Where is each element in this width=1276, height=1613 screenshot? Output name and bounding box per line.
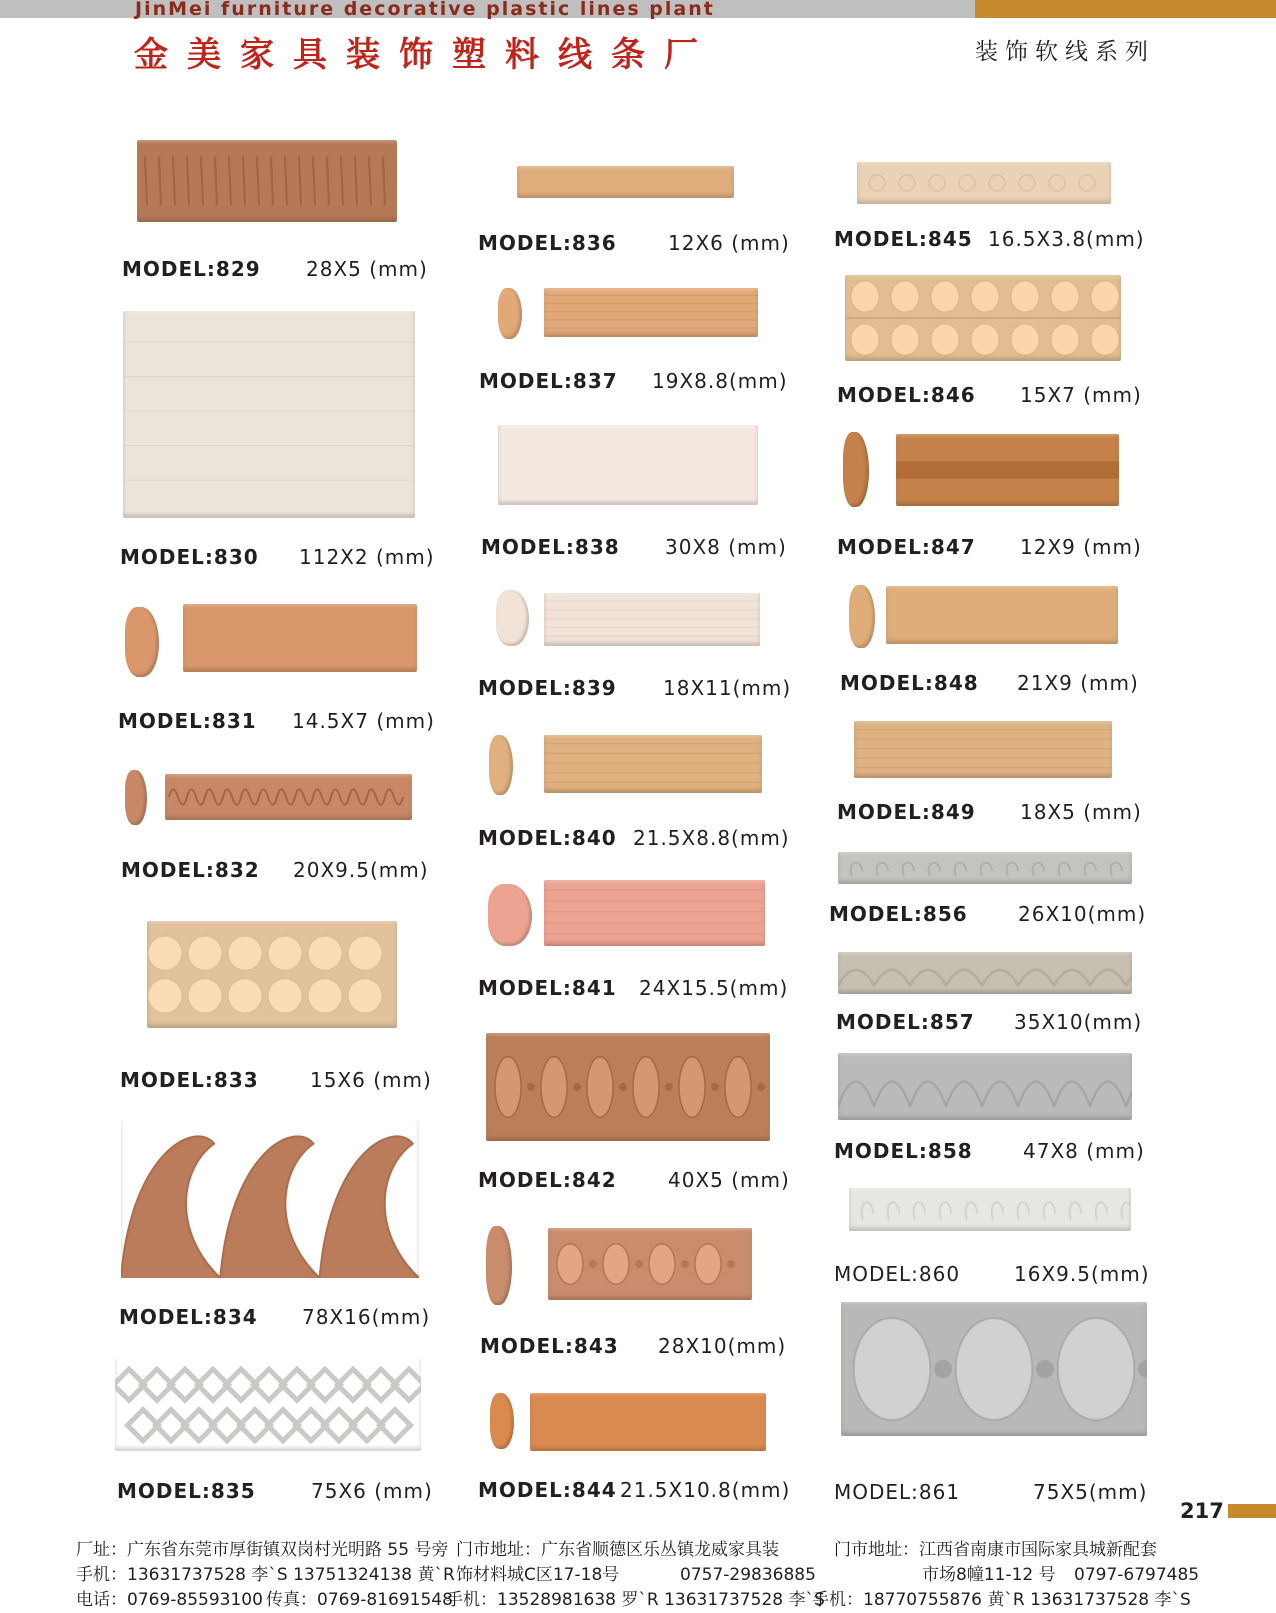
product-photo-835 [115, 1359, 421, 1451]
relief-pattern [838, 1053, 1132, 1120]
store-address-nankang-cont: 市场8幢11-12 号 [922, 1565, 1056, 1585]
product-label-847 [837, 535, 1147, 561]
model-size: 20X9.5(mm) [293, 858, 429, 882]
product-label-849 [837, 800, 1147, 826]
header-gold-bar [975, 0, 1276, 18]
product-photo-856 [838, 852, 1132, 884]
model-size: 24X15.5(mm) [639, 976, 789, 1000]
product-label-840 [478, 826, 808, 852]
product-photo-848 [886, 586, 1118, 644]
product-photo-836 [517, 166, 734, 198]
store-address-nankang: 门市地址：江西省南康市国际家具城新配套 [834, 1540, 1157, 1560]
product-photo-831 [183, 604, 417, 672]
model-number: MODEL:847 [837, 535, 976, 559]
footer-line-contacts [76, 1588, 1276, 1613]
relief-pattern [857, 162, 1111, 204]
product-label-841 [478, 976, 808, 1002]
product-photo-829 [137, 140, 397, 222]
model-number: MODEL:842 [478, 1168, 617, 1192]
relief-pattern [841, 1302, 1147, 1436]
product-photo-861 [841, 1302, 1147, 1436]
model-size: 19X8.8(mm) [652, 369, 788, 393]
relief-pattern [486, 1033, 770, 1141]
product-photo-844 [530, 1393, 766, 1451]
product-photo-839 [544, 593, 760, 646]
model-size: 15X6 (mm) [310, 1068, 432, 1092]
series-title: 装饰软线系列 [975, 39, 1155, 65]
product-photo-846 [845, 275, 1121, 361]
model-size: 28X10(mm) [658, 1334, 787, 1358]
product-photo-842 [486, 1033, 770, 1141]
model-number: MODEL:835 [117, 1479, 256, 1503]
relief-pattern [121, 1120, 419, 1278]
product-label-861 [834, 1480, 1154, 1506]
relief-pattern [123, 311, 415, 518]
factory-fax: 传真：0769-81691548 [266, 1590, 453, 1610]
model-number: MODEL:829 [122, 257, 261, 281]
model-size: 30X8 (mm) [665, 535, 787, 559]
relief-pattern [115, 1359, 421, 1451]
model-number: MODEL:843 [480, 1334, 619, 1358]
model-size: 12X6 (mm) [668, 231, 790, 255]
store-address-shunde-cont: 饰材料城C区17-18号 [456, 1565, 620, 1585]
product-label-860 [834, 1262, 1164, 1288]
product-label-839 [478, 676, 792, 702]
model-number: MODEL:858 [834, 1139, 973, 1163]
model-number: MODEL:838 [481, 535, 620, 559]
product-photo-840 [544, 735, 762, 793]
product-label-856 [829, 902, 1159, 928]
product-label-835 [117, 1479, 433, 1505]
model-size: 112X2 (mm) [299, 545, 435, 569]
model-number: MODEL:841 [478, 976, 617, 1000]
model-size: 21X9 (mm) [1017, 671, 1139, 695]
product-label-837 [479, 369, 789, 395]
store-address-shunde: 门市地址：广东省顺德区乐丛镇龙威家具装 [456, 1540, 779, 1560]
shunde-mobiles: 手机：13528981638 罗`R 13631737528 李`S [446, 1590, 825, 1610]
product-label-830 [120, 545, 435, 571]
relief-pattern [849, 1188, 1131, 1231]
profile-section-839 [496, 590, 529, 646]
product-label-838 [481, 535, 791, 561]
product-label-829 [122, 257, 428, 283]
profile-section-837 [498, 288, 522, 339]
relief-pattern [854, 721, 1112, 778]
model-size: 75X6 (mm) [311, 1479, 433, 1503]
chinese-company-title: 金美家具装饰塑料线条厂 [134, 35, 717, 75]
relief-pattern [896, 434, 1119, 506]
product-label-846 [837, 383, 1147, 409]
model-number: MODEL:830 [120, 545, 259, 569]
factory-telephone: 电话：0769-85593100 [76, 1590, 263, 1610]
model-size: 75X5(mm) [1033, 1480, 1148, 1504]
relief-pattern [845, 275, 1121, 361]
model-number: MODEL:839 [478, 676, 617, 700]
model-size: 15X7 (mm) [1020, 383, 1142, 407]
footer-line-phones [76, 1563, 1276, 1588]
model-size: 21.5X10.8(mm) [620, 1478, 791, 1502]
model-size: 35X10(mm) [1014, 1010, 1143, 1034]
model-size: 21.5X8.8(mm) [633, 826, 790, 850]
product-label-831 [118, 709, 435, 735]
profile-section-843 [486, 1226, 512, 1305]
product-photo-843 [548, 1228, 752, 1300]
model-size: 40X5 (mm) [668, 1168, 790, 1192]
model-number: MODEL:832 [121, 858, 260, 882]
product-label-858 [834, 1139, 1154, 1165]
model-size: 16X9.5(mm) [1014, 1262, 1150, 1286]
relief-pattern [544, 735, 762, 793]
model-number: MODEL:848 [840, 671, 979, 695]
relief-pattern [165, 774, 412, 820]
factory-mobiles: 手机：13631737528 李`S 13751324138 黄`R [76, 1565, 455, 1585]
product-photo-860 [849, 1188, 1131, 1231]
product-photo-857 [838, 952, 1132, 994]
store-phone-shunde: 0757-29836885 [680, 1565, 816, 1585]
product-photo-833 [147, 921, 397, 1028]
model-size: 78X16(mm) [302, 1305, 431, 1329]
factory-address: 厂址：广东省东莞市厚街镇双岗村光明路 55 号旁 [76, 1540, 449, 1560]
product-label-843 [480, 1334, 800, 1360]
product-label-842 [478, 1168, 788, 1194]
profile-section-831 [125, 607, 159, 677]
product-photo-834 [121, 1120, 419, 1278]
profile-section-848 [849, 585, 875, 648]
product-photo-837 [544, 288, 758, 337]
product-photo-845 [857, 162, 1111, 204]
page-number: 217 [1180, 1499, 1224, 1523]
footer-contact-info [76, 1538, 1276, 1613]
product-label-844 [478, 1478, 808, 1504]
model-number: MODEL:831 [118, 709, 257, 733]
model-size: 47X8 (mm) [1023, 1139, 1145, 1163]
model-number: MODEL:833 [120, 1068, 259, 1092]
model-size: 28X5 (mm) [306, 257, 428, 281]
product-label-848 [840, 671, 1150, 697]
product-photo-847 [896, 434, 1119, 506]
product-photo-830 [123, 311, 415, 518]
relief-pattern [147, 921, 397, 1028]
page-number-bar [1228, 1504, 1276, 1518]
nankang-mobiles: 手机：18770755876 黄`R 13631737528 李`S [812, 1590, 1191, 1610]
store-phone-nankang: 0797-6797485 [1074, 1565, 1200, 1585]
product-label-845 [834, 227, 1154, 253]
relief-pattern [544, 880, 765, 946]
product-photo-841 [544, 880, 765, 946]
model-size: 18X11(mm) [663, 676, 792, 700]
product-label-834 [119, 1305, 429, 1331]
model-number: MODEL:845 [834, 227, 973, 251]
english-company-title: JinMei furniture decorative plastic lines plant [135, 0, 715, 20]
product-photo-849 [854, 721, 1112, 778]
model-number: MODEL:844 [478, 1478, 617, 1502]
model-number: MODEL:857 [836, 1010, 975, 1034]
product-label-832 [121, 858, 431, 884]
profile-section-840 [489, 735, 513, 795]
product-photo-832 [165, 774, 412, 820]
relief-pattern [838, 852, 1132, 884]
profile-section-844 [490, 1393, 514, 1449]
model-size: 16.5X3.8(mm) [988, 227, 1145, 251]
model-number: MODEL:840 [478, 826, 617, 850]
relief-pattern [548, 1228, 752, 1300]
product-label-833 [120, 1068, 430, 1094]
model-size: 18X5 (mm) [1020, 800, 1142, 824]
product-label-836 [478, 231, 788, 257]
model-size: 26X10(mm) [1018, 902, 1147, 926]
relief-pattern [137, 140, 397, 222]
profile-section-847 [843, 432, 869, 507]
model-number: MODEL:856 [829, 902, 968, 926]
product-photo-838 [498, 425, 758, 505]
model-number: MODEL:837 [479, 369, 618, 393]
relief-pattern [544, 288, 758, 337]
profile-section-832 [125, 770, 147, 825]
profile-section-841 [488, 884, 532, 946]
model-size: 12X9 (mm) [1020, 535, 1142, 559]
product-label-857 [836, 1010, 1156, 1036]
footer-line-address [76, 1538, 1276, 1563]
model-number: MODEL:860 [834, 1262, 961, 1286]
model-size: 14.5X7 (mm) [292, 709, 435, 733]
product-photo-858 [838, 1053, 1132, 1120]
relief-pattern [838, 952, 1132, 994]
model-number: MODEL:834 [119, 1305, 258, 1329]
model-number: MODEL:836 [478, 231, 617, 255]
model-number: MODEL:861 [834, 1480, 961, 1504]
model-number: MODEL:846 [837, 383, 976, 407]
model-number: MODEL:849 [837, 800, 976, 824]
relief-pattern [544, 593, 760, 646]
